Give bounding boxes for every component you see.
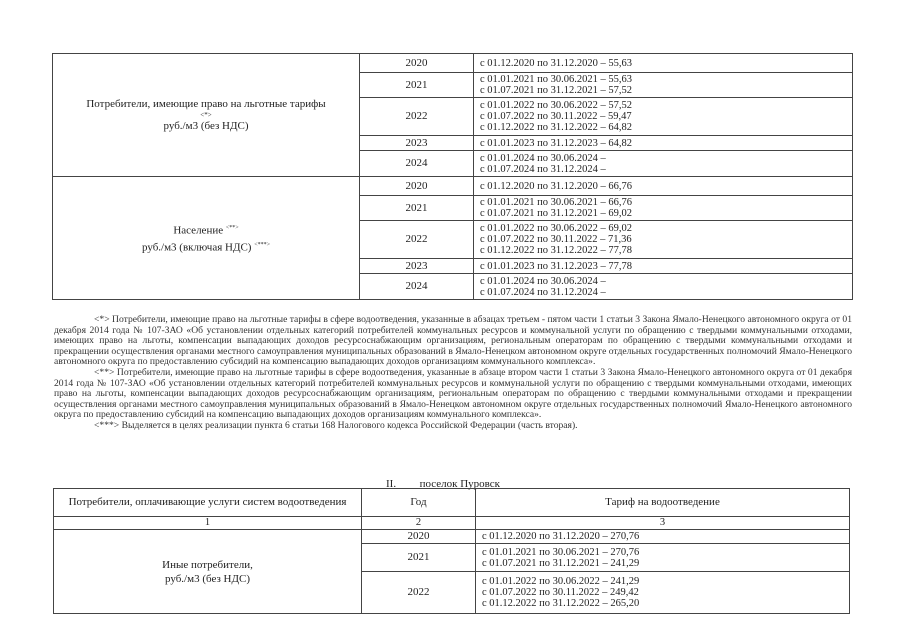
consumer-label: Потребители, имеющие право на льготные тарифы xyxy=(86,98,326,110)
period-cell xyxy=(474,54,853,73)
column-number: 3 xyxy=(476,517,850,530)
consumer-cell xyxy=(53,177,360,300)
year-cell: 2023 xyxy=(360,136,474,151)
consumer-cell xyxy=(53,54,360,177)
period-line: с 01.12.2020 по 31.12.2020 – 55,63 xyxy=(480,57,633,69)
tariff-table-1 xyxy=(52,53,853,300)
unit-label-line xyxy=(59,238,353,255)
period-line: с 01.07.2021 по 31.12.2021 – 241,29 xyxy=(482,557,640,569)
consumer-label: Иные потребители, xyxy=(162,558,253,571)
period-cell xyxy=(474,98,853,136)
period-cell xyxy=(474,196,853,221)
period-cell xyxy=(476,572,850,614)
period-line: с 01.12.2020 по 31.12.2020 – 66,76 xyxy=(480,180,633,192)
period-line: с 01.01.2024 по 30.06.2024 – xyxy=(480,152,606,164)
unit-footnote-mark: <***> xyxy=(254,242,270,248)
period-cell xyxy=(474,177,853,196)
header-tariff: Тариф на водоотведение xyxy=(476,489,850,517)
period-cell xyxy=(474,73,853,98)
period-cell xyxy=(474,274,853,300)
header-consumers: Потребители, оплачивающие услуги систем водоотведения xyxy=(54,489,362,517)
year-cell: 2022 xyxy=(362,572,476,614)
year-cell: 2022 xyxy=(360,221,474,259)
period-cell xyxy=(474,259,853,274)
footnote-2: <**> Потребители, имеющие право на льготные тарифы в сфере водоотведения, указанные в абзаце втором части 1 статьи 3 Закона Ямало-Ненецкого автономного округа от 01 декабря 2014 года № 107-ЗАО «Об установлении отдельных категорий потребителей коммунальных ресурсов и коммунальной услуги по обращению с твердыми коммунальными отходами, имеющих право на льготы, компенсации выпадающих доходов ресурсоснабжающим организациям, региональным операторам по обращению с твердыми коммунальными отходами и прекращении осуществления органами местного самоуправления муниципальных образований в Ямало-Ненецком автономном округе отдельных государственных полномочий Ямало-Ненецкого автономного округа по предоставлению субсидий на компенсацию выпадающих доходов организациям коммунального комплекса». xyxy=(54,366,852,421)
header-year: Год xyxy=(362,489,476,517)
period-cell xyxy=(474,221,853,259)
period-line: с 01.07.2022 по 30.11.2022 – 59,47 xyxy=(480,111,632,122)
period-cell xyxy=(474,151,853,177)
year-cell: 2020 xyxy=(362,530,476,544)
unit-label: руб./м3 (включая НДС) xyxy=(141,241,252,254)
period-line: с 01.07.2024 по 31.12.2024 – xyxy=(480,286,606,298)
unit-label: руб./м3 (без НДС) xyxy=(163,120,249,132)
year-cell: 2023 xyxy=(360,259,474,274)
consumer-cell xyxy=(54,530,362,614)
consumer-label: Население xyxy=(173,225,224,237)
period-line: с 01.12.2022 по 31.12.2022 – 77,78 xyxy=(480,245,633,256)
period-cell xyxy=(476,530,850,544)
period-line: с 01.12.2020 по 31.12.2020 – 270,76 xyxy=(482,531,640,542)
period-cell xyxy=(476,544,850,572)
year-cell: 2021 xyxy=(360,73,474,98)
consumer-label-line xyxy=(59,221,353,238)
period-line: с 01.07.2021 по 31.12.2021 – 57,52 xyxy=(480,85,633,96)
year-cell: 2022 xyxy=(360,98,474,136)
period-line: с 01.01.2023 по 31.12.2023 – 77,78 xyxy=(480,260,633,272)
period-line: с 01.01.2023 по 31.12.2023 – 64,82 xyxy=(480,137,633,149)
footnote-3: <***> Выделяется в целях реализации пункта 6 статьи 168 Налогового кодекса Российской Федерации (часть вторая). xyxy=(94,419,578,431)
period-line: с 01.01.2021 по 30.06.2021 – 55,63 xyxy=(480,74,633,85)
consumer-footnote-mark: <*> xyxy=(200,111,212,119)
year-cell: 2021 xyxy=(360,196,474,221)
section-title: поселок Пуровск xyxy=(419,478,501,490)
period-line: с 01.01.2022 по 30.06.2022 – 241,29 xyxy=(482,576,640,587)
consumer-footnote-mark: <**> xyxy=(225,225,239,232)
year-cell: 2020 xyxy=(360,54,474,73)
year-cell: 2024 xyxy=(360,151,474,177)
period-cell xyxy=(474,136,853,151)
period-line: с 01.12.2022 по 31.12.2022 – 64,82 xyxy=(480,122,633,133)
footnote-1: <*> Потребители, имеющие право на льготные тарифы в сфере водоотведения, указанные в абзацах третьем - пятом части 1 статьи 3 Закона Ямало-Ненецкого автономного округа от 01 декабря 2014 года № 107-ЗАО «Об установлении отдельных категорий потребителей коммунальных ресурсов и коммунальной услуги по обращению с твердыми коммунальными отходами, имеющих право на льготы, компенсации выпадающих доходов ресурсоснабжающим организациям, региональным операторам по обращению с твердыми коммунальными отходами и прекращении осуществления органами местного самоуправления муниципальных образований в Ямало-Ненецком автономном округе отдельных государственных полномочий Ямало-Ненецкого автономного округа по предоставлению субсидий на компенсацию выпадающих доходов организациям коммунального комплекса». xyxy=(54,314,852,368)
footnotes xyxy=(54,315,852,432)
period-line: с 01.07.2022 по 30.11.2022 – 71,36 xyxy=(480,234,632,245)
section-number: II. xyxy=(386,478,397,490)
tariff-table-2 xyxy=(53,488,850,614)
column-number: 2 xyxy=(362,517,476,530)
period-line: с 01.01.2022 по 30.06.2022 – 69,02 xyxy=(480,223,633,234)
period-line: с 01.01.2021 по 30.06.2021 – 66,76 xyxy=(480,197,633,208)
period-line: с 01.01.2024 по 30.06.2024 – xyxy=(480,275,606,287)
year-cell: 2024 xyxy=(360,274,474,300)
period-line: с 01.01.2022 по 30.06.2022 – 57,52 xyxy=(480,100,633,111)
year-cell: 2020 xyxy=(360,177,474,196)
period-line: с 01.01.2021 по 30.06.2021 – 270,76 xyxy=(482,546,640,558)
period-line: с 01.12.2022 по 31.12.2022 – 265,20 xyxy=(482,598,640,609)
period-line: с 01.07.2022 по 30.11.2022 – 249,42 xyxy=(482,587,639,598)
year-cell: 2021 xyxy=(362,544,476,572)
period-line: с 01.07.2024 по 31.12.2024 – xyxy=(480,163,606,175)
column-number: 1 xyxy=(54,517,362,530)
period-line: с 01.07.2021 по 31.12.2021 – 69,02 xyxy=(480,208,633,219)
unit-label: руб./м3 (без НДС) xyxy=(165,572,250,585)
